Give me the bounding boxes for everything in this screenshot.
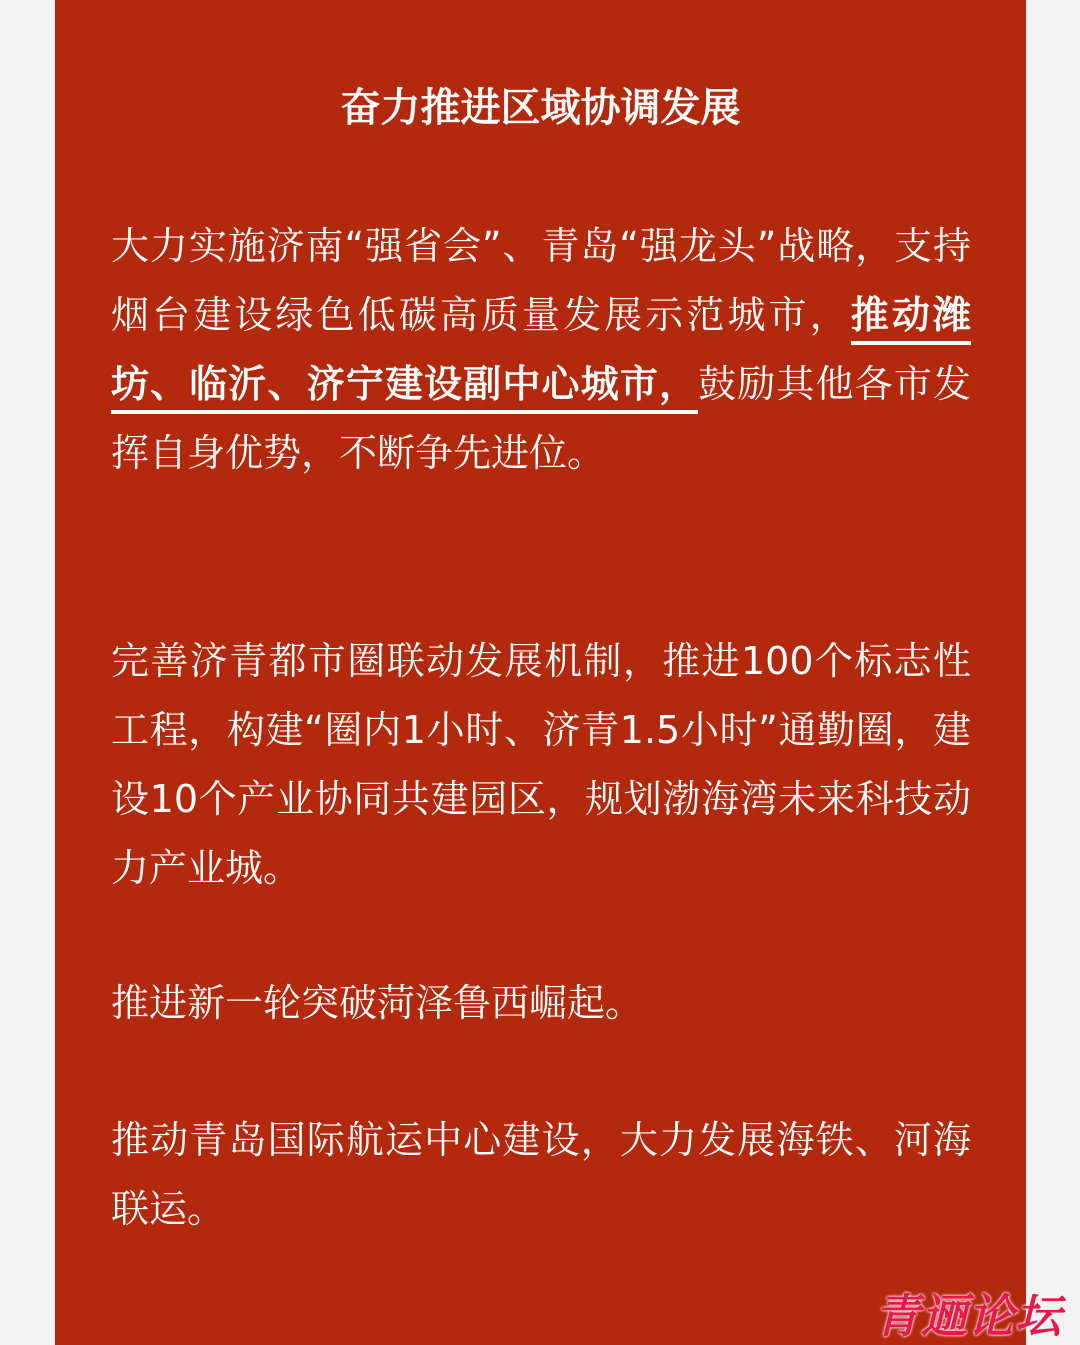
forum-watermark-logo: 青逦论坛 — [874, 1289, 1062, 1343]
article-panel — [55, 0, 1026, 1345]
paragraph-shipping-center: 推动青岛国际航运中心建设，大力发展海铁、河海联运。 — [111, 1118, 971, 1231]
paragraph-heze-rise: 推进新一轮突破菏泽鲁西崛起。 — [111, 981, 644, 1025]
paragraph-text: 鼓励其他各市发挥自身优势，不断争先进位。 — [111, 362, 971, 475]
paragraph-text: 大力实施济南“强省会”、青岛“强龙头”战略，支持烟台建设绿色低碳高质量发展示范城市， — [111, 224, 971, 337]
highlighted-text: 推动潍坊、临沂、济宁建设副中心城市， — [111, 293, 971, 414]
paragraph-regional-strategy — [111, 212, 971, 488]
article-title: 奋力推进区域协调发展 — [340, 85, 741, 131]
paragraph-metro-circle: 完善济青都市圈联动发展机制，推进100个标志性工程，构建“圈内1小时、济青1.5小时”通勤圈，建设10个产业协同共建园区，规划渤海湾未来科技动力产业城。 — [111, 639, 971, 890]
